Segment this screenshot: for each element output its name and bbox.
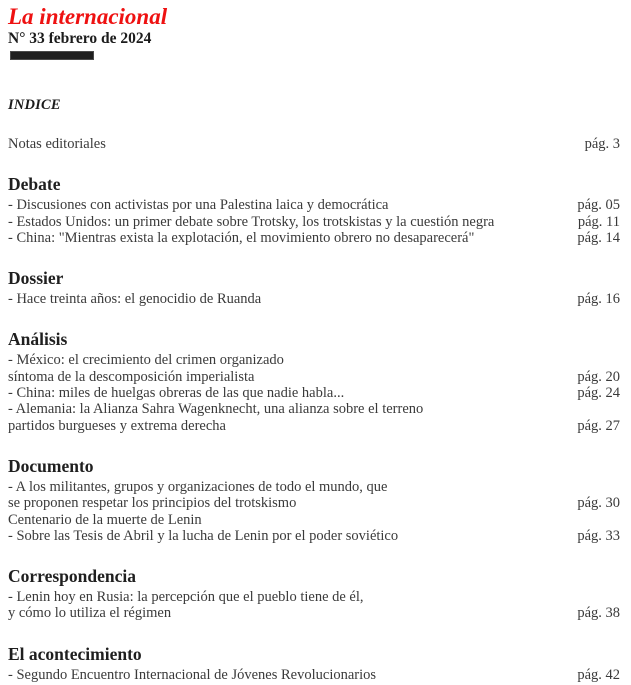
item-title-line: - Hace treinta años: el genocidio de Ruanda [8, 291, 262, 308]
item-page-number: pág. 33 [577, 527, 620, 544]
index-heading: INDICE [8, 97, 61, 113]
toc-item [8, 197, 620, 213]
item-page-number: pág. 05 [577, 197, 620, 214]
item-title [8, 214, 566, 230]
item-page-number: pág. 38 [577, 605, 620, 622]
toc-item [8, 230, 620, 246]
item-title [8, 136, 573, 152]
masthead-rule-bar [10, 51, 94, 60]
toc-item [8, 528, 620, 544]
section-heading: Análisis [8, 329, 68, 350]
item-title-line: - Estados Unidos: un primer debate sobre Trotsky, los trotskistas y la cuestión negra [8, 213, 495, 230]
item-title-line: - México: el crecimiento del crimen organizado [8, 352, 284, 369]
item-title-line: - Lenin hoy en Rusia: la percepción que el pueblo tiene de él, [8, 589, 364, 606]
toc-section [8, 136, 620, 152]
toc-section [8, 268, 620, 307]
item-page-number: pág. 27 [577, 417, 620, 434]
item-title-line: - China: "Mientras exista la explotación, el movimiento obrero no desaparecerá" [8, 229, 475, 246]
toc-item [8, 512, 620, 528]
toc-item [8, 352, 620, 385]
item-title-line: - Segundo Encuentro Internacional de Jóvenes Revolucionarios [8, 666, 377, 683]
toc-section [8, 566, 620, 622]
item-title [8, 479, 565, 512]
toc-item [8, 479, 620, 512]
item-page-number: pág. 3 [584, 136, 620, 152]
item-title [8, 385, 565, 401]
item-title [8, 528, 565, 544]
issue-number-line: N° 33 febrero de 2024 [8, 30, 152, 47]
section-heading: Debate [8, 174, 61, 195]
item-title-line: Notas editoriales [8, 136, 106, 152]
toc-item [8, 214, 620, 230]
section-heading: Dossier [8, 268, 64, 289]
publication-title: La internacional [8, 4, 168, 29]
item-title-line: - Discusiones con activistas por una Palestina laica y democrática [8, 197, 389, 214]
item-page-number: pág. 30 [577, 495, 620, 512]
item-title-line: - Sobre las Tesis de Abril y la lucha de Lenin por el poder soviético [8, 527, 399, 544]
item-title [8, 291, 565, 307]
item-page-number: pág. 16 [577, 291, 620, 308]
toc-item [8, 136, 620, 152]
item-title [8, 230, 565, 246]
section-heading: El acontecimiento [8, 643, 142, 664]
toc-item [8, 401, 620, 434]
item-title-line: - China: miles de huelgas obreras de las que nadie habla... [8, 385, 345, 402]
toc-item [8, 667, 620, 683]
item-title-line: y cómo lo utiliza el régimen [8, 605, 172, 622]
item-title-line: Centenario de la muerte de Lenin [8, 511, 202, 528]
item-page-number: pág. 42 [577, 666, 620, 683]
item-title [8, 667, 565, 683]
item-title-line: síntoma de la descomposición imperialista [8, 368, 255, 385]
item-page-number: pág. 14 [577, 229, 620, 246]
toc-section [8, 644, 620, 683]
masthead [8, 4, 620, 60]
toc-section [8, 174, 620, 246]
toc-item [8, 385, 620, 401]
toc-item [8, 291, 620, 307]
item-title-line: - A los militantes, grupos y organizaciones de todo el mundo, que [8, 478, 388, 495]
item-title [8, 197, 565, 213]
toc-section [8, 456, 620, 544]
item-title [8, 512, 620, 528]
item-title [8, 352, 565, 385]
item-title [8, 401, 565, 434]
item-page-number: pág. 20 [577, 368, 620, 385]
item-title-line: - Alemania: la Alianza Sahra Wagenknecht, una alianza sobre el terreno [8, 401, 424, 418]
section-heading: Documento [8, 455, 94, 476]
toc-sections [8, 136, 620, 683]
item-title-line: partidos burgueses y extrema derecha [8, 417, 226, 434]
toc-section [8, 329, 620, 433]
item-title [8, 589, 565, 622]
item-page-number: pág. 24 [577, 385, 620, 402]
item-page-number: pág. 11 [577, 213, 620, 230]
toc-item [8, 589, 620, 622]
section-heading: Correspondencia [8, 566, 137, 587]
item-title-line: se proponen respetar los principios del trotskismo [8, 495, 297, 512]
